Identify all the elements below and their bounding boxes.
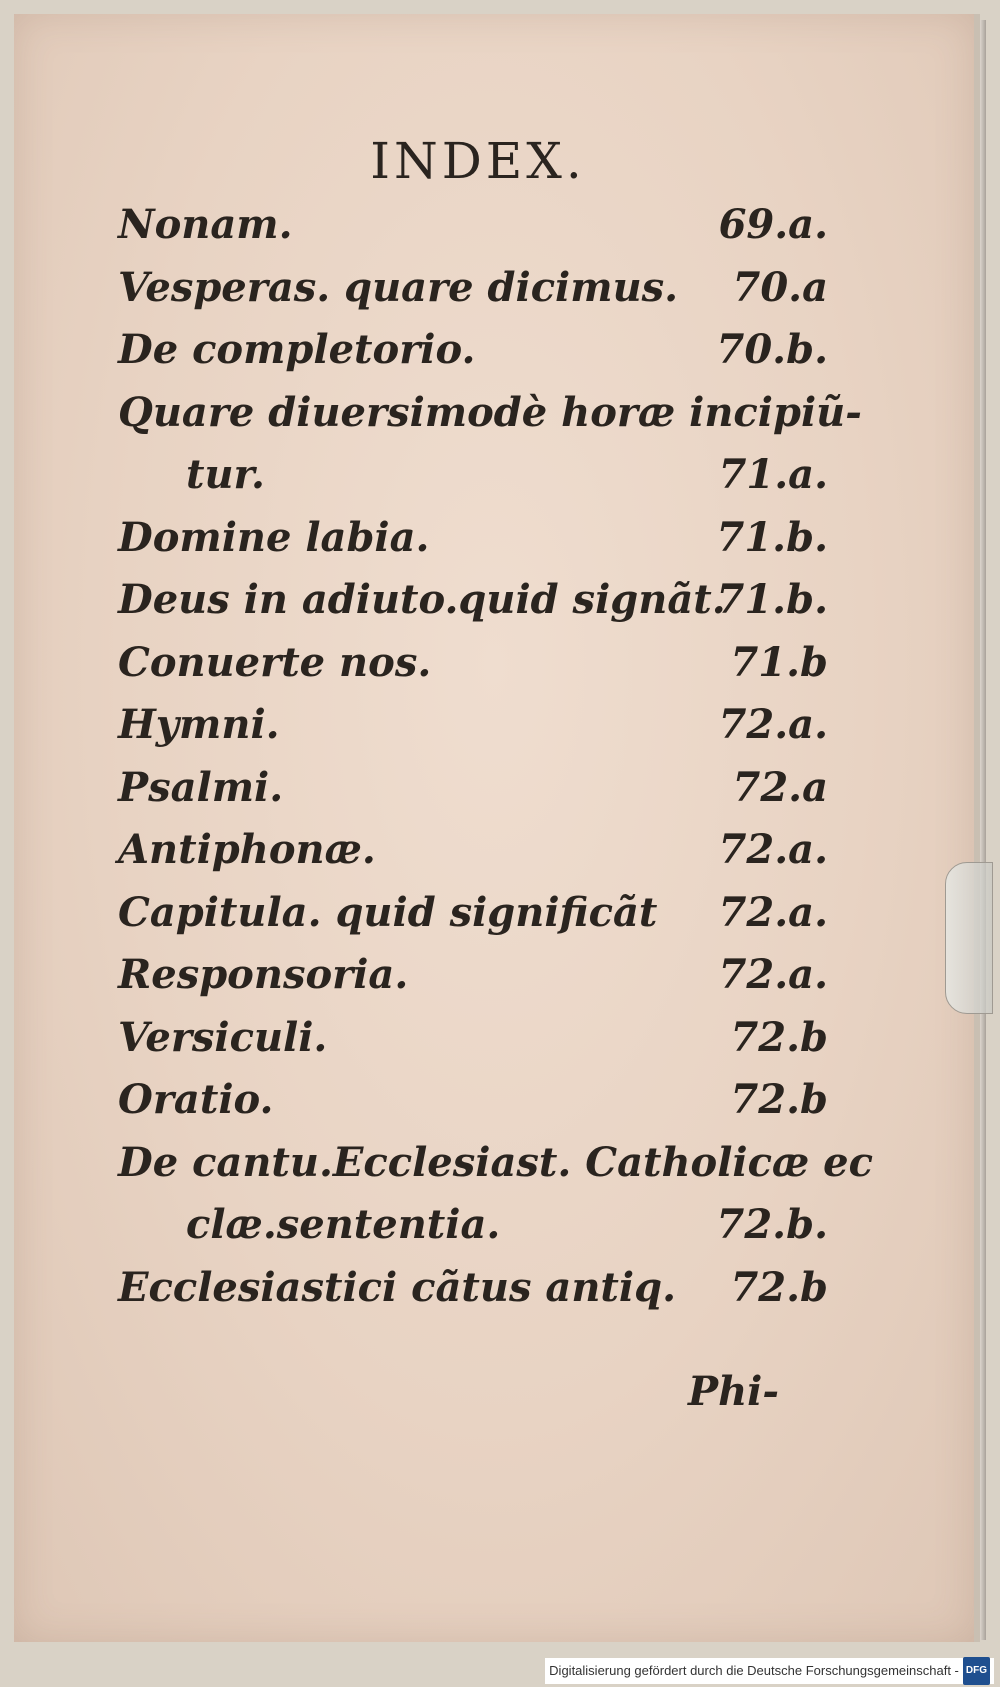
entry-label: Vesperas. quare dicimus. [118,263,679,311]
entry-label: Ecclesiastici cãtus antiq. [118,1263,676,1311]
index-entry [118,757,828,820]
index-entry [118,194,828,257]
digitization-credit [545,1658,994,1684]
entry-label: De cantu.Ecclesiast. Catholicæ ec [118,1138,873,1186]
entry-label: Antiphonæ. [118,826,376,873]
entry-label: Responsoria. [118,951,409,998]
index-entry [118,507,828,570]
index-entry [118,1194,828,1257]
entry-label: Quare diuersimodè horæ incipiũ- [118,388,862,436]
entry-label: tur. [186,451,265,498]
index-entry [118,257,828,320]
entry-label: clæ.sententia. [186,1201,501,1248]
entry-page: 71.b. [716,513,828,561]
page-clip [945,862,993,1014]
index-text-block [118,128,873,1319]
entry-page: 70.b. [716,326,828,373]
entry-page: 70.a [732,263,828,311]
entry-page: 71.a. [718,451,828,498]
index-entry [118,382,862,445]
entry-label: Oratio. [118,1076,274,1123]
dfg-logo: DFG [963,1657,990,1685]
entry-page: 72.b [730,1076,828,1123]
index-entry [118,632,828,695]
entry-label: Deus in adiuto.quid signãt. [118,576,726,623]
entry-label: De completorio. [118,326,476,373]
entry-page: 72.a. [718,951,828,998]
entry-page: 69.a. [718,201,828,248]
entry-page: 71.b [730,638,828,686]
entry-page: 72.a [732,763,828,811]
entry-label: Psalmi. [118,763,284,811]
entry-label: Capitula. quid significãt [118,888,658,936]
index-entry [118,944,828,1007]
entry-label: Nonam. [118,201,293,248]
index-entry [118,569,828,632]
entry-label: Versiculi. [118,1013,328,1061]
index-entry [118,319,828,382]
entry-label: Domine labia. [118,513,430,561]
index-entry [118,882,828,945]
entry-label: Conuerte nos. [118,638,432,686]
index-entry [118,819,828,882]
index-entry [118,1132,873,1195]
entry-page: 72.b [730,1263,828,1311]
entry-page: 72.a. [718,888,828,936]
entry-page: 72.a. [718,826,828,873]
page-heading: INDEX. [370,132,586,190]
entry-page: 72.a. [718,701,828,748]
catchword: Phi- [688,1368,779,1415]
entry-page: 72.b [730,1013,828,1061]
index-entry [118,694,828,757]
index-entry [118,1257,828,1320]
entry-label: Hymni. [118,701,280,748]
index-entry [118,1007,828,1070]
credit-text: Digitalisierung gefördert durch die Deutsche Forschungsgemeinschaft - [549,1663,959,1678]
index-entry [118,444,828,507]
entry-page: 71.b. [716,576,828,623]
index-entry [118,1069,828,1132]
entry-page: 72.b. [716,1201,828,1248]
